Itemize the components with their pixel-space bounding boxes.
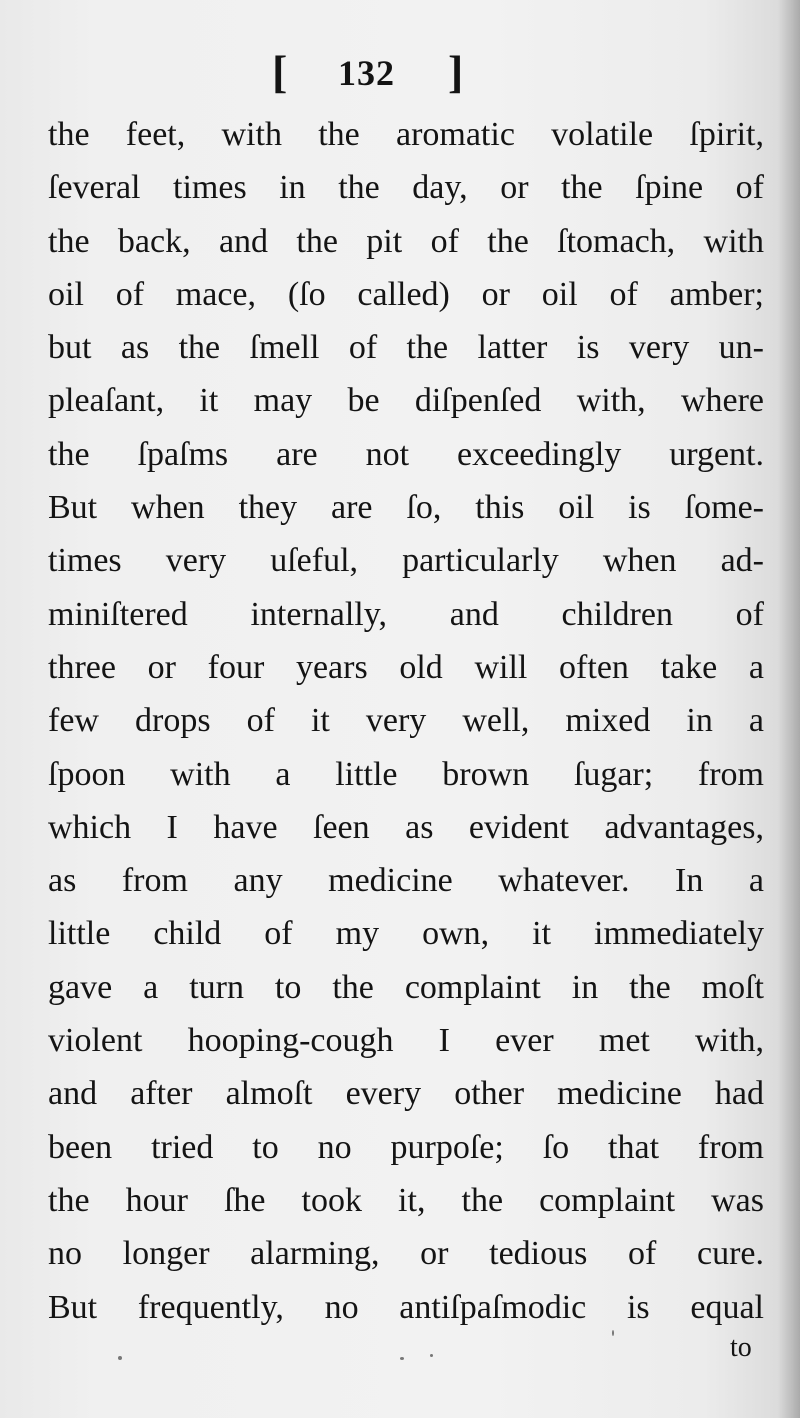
text-line: and after almoſt every other medicine had: [48, 1075, 764, 1113]
text-line: gave a turn to the complaint in the moſt: [48, 968, 764, 1006]
catchword: to: [730, 1332, 752, 1363]
text-line: oil of mace, (ſo called) or oil of amber;: [48, 275, 764, 313]
text-line: miniſtered internally, and children of: [48, 595, 764, 633]
text-line: ſeveral times in the day, or the ſpine of: [48, 169, 764, 207]
print-speck: [118, 1356, 122, 1360]
print-speck: [430, 1354, 433, 1357]
page-edge-shadow: [778, 0, 800, 1418]
text-line: the hour ſhe took it, the complaint was: [48, 1181, 764, 1219]
page-number: 132: [338, 53, 395, 93]
text-line: violent hooping-cough I ever met with,: [48, 1022, 764, 1060]
text-line: little child of my own, it immediately: [48, 915, 764, 953]
body-text: [48, 108, 764, 1334]
text-line: three or four years old will often take a: [48, 648, 764, 686]
text-line: But when they are ſo, this oil is ſome-: [48, 489, 764, 527]
text-line: as from any medicine whatever. In a: [48, 862, 764, 900]
text-line: But frequently, no antiſpaſmodic is equal: [48, 1288, 764, 1326]
text-line: ſpoon with a little brown ſugar; from: [48, 755, 764, 793]
text-line: the back, and the pit of the ſtomach, with: [48, 222, 764, 260]
text-line: times very uſeful, particularly when ad-: [48, 542, 764, 580]
page-number-bracket-open: [: [272, 46, 288, 97]
print-speck: [400, 1357, 404, 1360]
text-line: the ſpaſms are not exceedingly urgent.: [48, 435, 764, 473]
text-line: no longer alarming, or tedious of cure.: [48, 1235, 764, 1273]
text-line: pleaſant, it may be diſpenſed with, where: [48, 382, 764, 420]
print-speck: [612, 1330, 614, 1336]
page-number-bracket-close: ]: [448, 46, 464, 97]
text-line: few drops of it very well, mixed in a: [48, 702, 764, 740]
text-line: been tried to no purpoſe; ſo that from: [48, 1128, 764, 1166]
text-line: which I have ſeen as evident advantages,: [48, 808, 764, 846]
text-line: but as the ſmell of the latter is very un-: [48, 329, 764, 367]
page-header: [0, 42, 800, 102]
text-line: the feet, with the aromatic volatile ſpirit,: [48, 116, 764, 153]
